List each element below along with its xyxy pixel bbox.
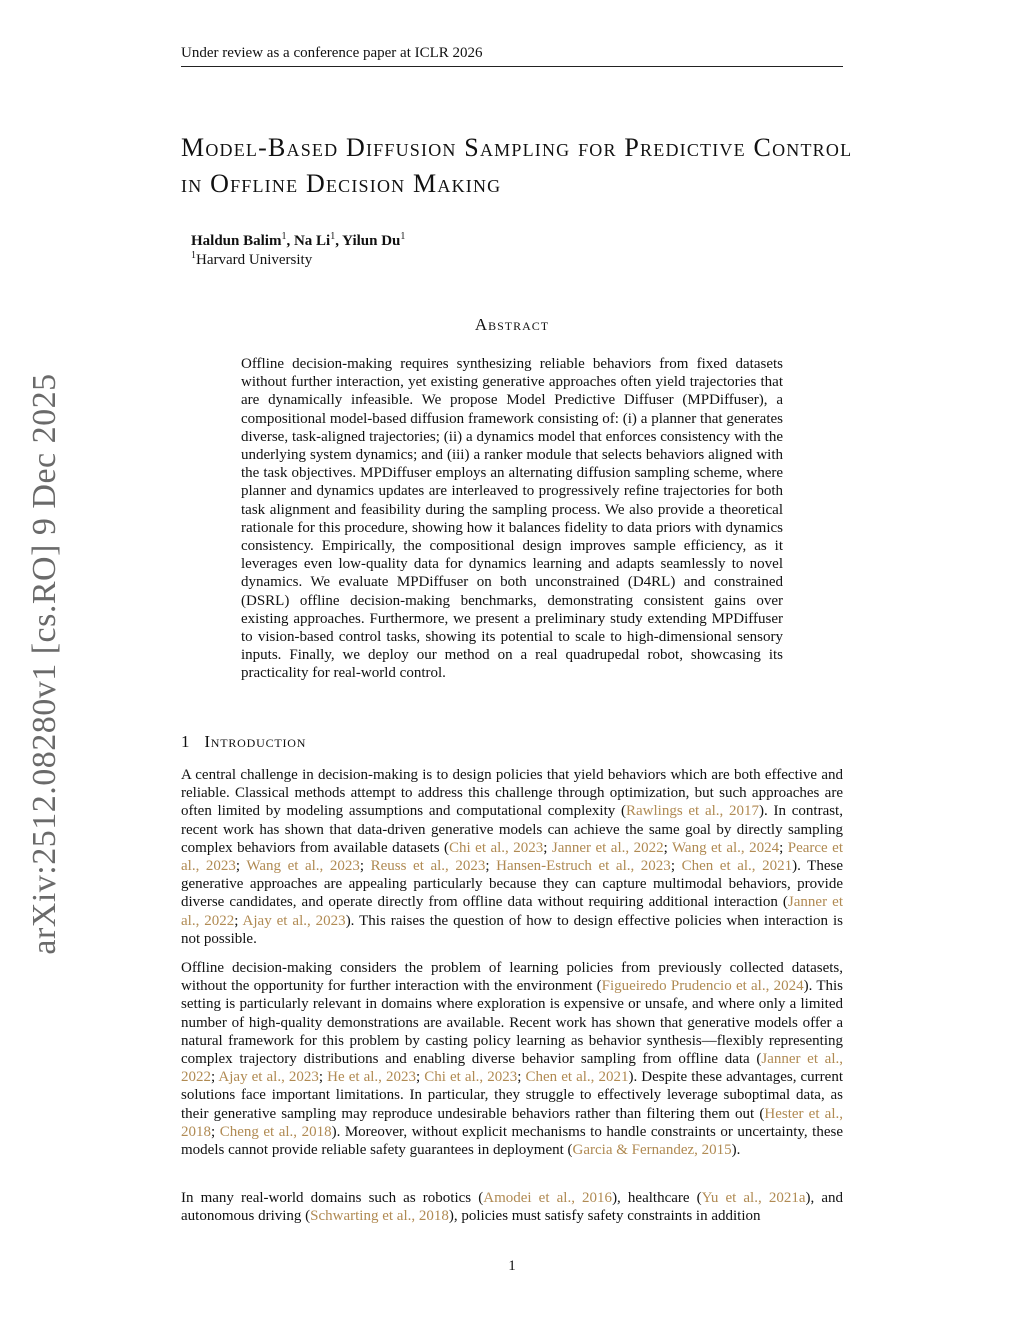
author-affiliation-mark: 1: [281, 231, 287, 242]
section-title: Introduction: [204, 732, 307, 751]
citation-link[interactable]: Hester et al., 2018: [181, 1105, 843, 1140]
intro-paragraph: [181, 1189, 843, 1225]
paragraph-text: ;: [485, 858, 497, 875]
abstract-text: Offline decision-making requires synthesizing reliable behaviors from fixed datasets without further interaction, yet existing generative approaches often yield trajectories that are dynamically infeasible. We propose Model Predictive Diffuser (MPDiffuser), a compositional model-based diffusion framework consisting of: (i) a planner that generates diverse, task-aligned trajectories; (ii) a dynamics model that enforces consistency with the underlying system dynamics; and (iii) a ranker module that selects behaviors aligned with the task objectives. MPDiffuser employs an alternating diffusion sampling scheme, where planner and dynamics updates are interleaved to progressively refine trajectories for both task alignment and feasibility during the sampling process. We also provide a theoretical rationale for this procedure, showing how it balances fidelity to data priors with dynamics consistency. Empirically, the compositional design improves sample efficiency, as it leverages even low-quality data for dynamics learning and adapts seamlessly to novel dynamics. We evaluate MPDiffuser on both unconstrained (D4RL) and constrained (DSRL) offline decision-making benchmarks, demonstrating consistent gains over existing approaches. Furthermore, we present a preliminary study extending MPDiffuser to vision-based control tasks, showing its potential to scale to high-dimensional sensory inputs. Finally, we deploy our method on a real quadrupedal robot, showcasing its practicality for real-world control.: [241, 356, 783, 682]
paragraph-text: Offline decision-making considers the problem of learning policies from previously collected datasets, without the opportunity for further interaction with the environment (: [181, 960, 843, 995]
intro-paragraph: [181, 766, 843, 948]
citation-link[interactable]: Hansen-Estruch et al., 2023: [496, 858, 671, 875]
paragraph-text: ;: [670, 858, 682, 875]
citation-link[interactable]: Reuss et al., 2023: [370, 858, 486, 875]
citation-link[interactable]: Janner et al., 2022: [181, 894, 843, 929]
paragraph-text: ). In contrast, recent work has shown that data-driven generative models can achieve the same goal by directly sampling complex behaviors from available datasets (: [181, 803, 843, 856]
arxiv-stamp-text: arXiv:2512.08280v1 [cs.RO] 9 Dec 2025: [26, 373, 63, 955]
paragraph-text: ). These generative approaches are appealing particularly because they can capture multimodal behaviors, provide diverse candidates, and operate directly from offline data without requiring additional interaction (: [181, 858, 843, 911]
section-heading: [181, 732, 306, 752]
citation-link[interactable]: Schwarting et al., 2018: [310, 1208, 449, 1225]
author-name: Haldun Balim: [191, 233, 282, 249]
page-number: 1: [508, 1258, 516, 1274]
paragraph-text: ), healthcare (: [612, 1190, 702, 1206]
citation-link[interactable]: Chi et al., 2023: [424, 1069, 518, 1086]
citation-link[interactable]: Cheng et al., 2018: [219, 1123, 332, 1140]
citation-link[interactable]: Janner et al., 2022: [551, 839, 664, 856]
citation-link[interactable]: Chen et al., 2021: [681, 858, 793, 875]
citation-link[interactable]: Ajay et al., 2023: [218, 1069, 319, 1086]
paragraph-text: ). Moreover, without explicit mechanisms to handle constraints or uncertainty, these models cannot provide reliable safety guarantees in deployment (: [181, 1123, 843, 1159]
citation-link[interactable]: Pearce et al., 2023: [181, 839, 844, 875]
paragraph-text: ). Despite these advantages, current solutions face important limitations. In particular, they struggle to effectively leverage suboptimal data, as their generative sampling may reproduce undesirable behaviors rather than filtering them out (: [181, 1069, 844, 1122]
author-affiliation-mark: 1: [400, 231, 406, 242]
paragraph-text: ;: [211, 1123, 220, 1140]
abstract-heading: Abstract: [474, 315, 550, 334]
paragraph-text: ;: [359, 858, 371, 875]
citation-link[interactable]: Yu et al., 2021a: [701, 1190, 806, 1206]
paragraph-text: ;: [663, 839, 672, 856]
citation-link[interactable]: Ajay et al., 2023: [242, 912, 346, 929]
paragraph-text: ;: [779, 839, 788, 856]
paragraph-text: ;: [543, 839, 552, 856]
intro-paragraph: [181, 959, 843, 1159]
citation-link[interactable]: Amodei et al., 2016: [483, 1190, 613, 1206]
paragraph-text: ;: [318, 1069, 328, 1086]
author-affiliation-mark: 1: [330, 231, 336, 242]
citation-link[interactable]: Wang et al., 2024: [671, 839, 780, 856]
paper-title: Model-Based Diffusion Sampling for Predictive Control in Offline Decision Making: [181, 133, 853, 198]
paragraph-text: ). This raises the question of how to design effective policies when interaction is not possible.: [181, 912, 843, 947]
citation-link[interactable]: Janner et al., 2022: [181, 1051, 843, 1086]
paragraph-text: ).: [731, 1142, 741, 1159]
paragraph-text: ;: [211, 1069, 219, 1086]
paragraph-text: In many real-world domains such as robotics (: [181, 1190, 484, 1206]
citation-link[interactable]: Garcia & Fernandez, 2015: [572, 1142, 732, 1159]
paragraph-text: ), policies must satisfy safety constraints in addition: [448, 1208, 761, 1225]
paragraph-text: ), and autonomous driving (: [181, 1190, 844, 1225]
paragraph-text: A central challenge in decision-making is to design policies that yield behaviors which are both effective and reliable. Classical methods attempt to address this challenge through optimization, but such approaches are often limited by modeling assumptions and computational complexity (: [181, 767, 843, 820]
author-name: Yilun Du: [342, 233, 401, 249]
citation-link[interactable]: He et al., 2023: [327, 1069, 416, 1086]
author-list: Haldun Balim$^1$, Na Li$^1$, Yilun Du$^1$: [191, 231, 406, 249]
paragraph-text: ;: [416, 1069, 425, 1086]
affiliation-mark: 1: [191, 250, 196, 261]
citation-link[interactable]: Rawlings et al., 2017: [626, 803, 760, 820]
citation-link[interactable]: Chen et al., 2021: [525, 1069, 629, 1086]
citation-link[interactable]: Chi et al., 2023: [449, 839, 544, 856]
section-number: 1: [181, 732, 191, 751]
running-head: Under review as a conference paper at ICLR 2026: [181, 44, 843, 67]
paragraph-text: ;: [517, 1069, 526, 1086]
affiliation: [191, 247, 312, 269]
author-name: Na Li: [293, 233, 331, 249]
affiliation-name: Harvard University: [196, 252, 313, 268]
citation-link[interactable]: Figueiredo Prudencio et al., 2024: [601, 978, 804, 995]
citation-link[interactable]: Wang et al., 2023: [246, 858, 360, 875]
paragraph-text: ). This setting is particularly relevant in domains where exploration is expensive or unsafe, and where only a limited number of high-quality demonstrations are available. Recent work has shown that generative models offer a natural framework for this problem by casting policy learning as behavior synthesis—flexibly representing complex trajectory distributions and enabling diverse behavior sampling from offline data (: [181, 978, 843, 1068]
paragraph-text: ;: [235, 858, 247, 875]
paragraph-text: ;: [234, 912, 243, 929]
